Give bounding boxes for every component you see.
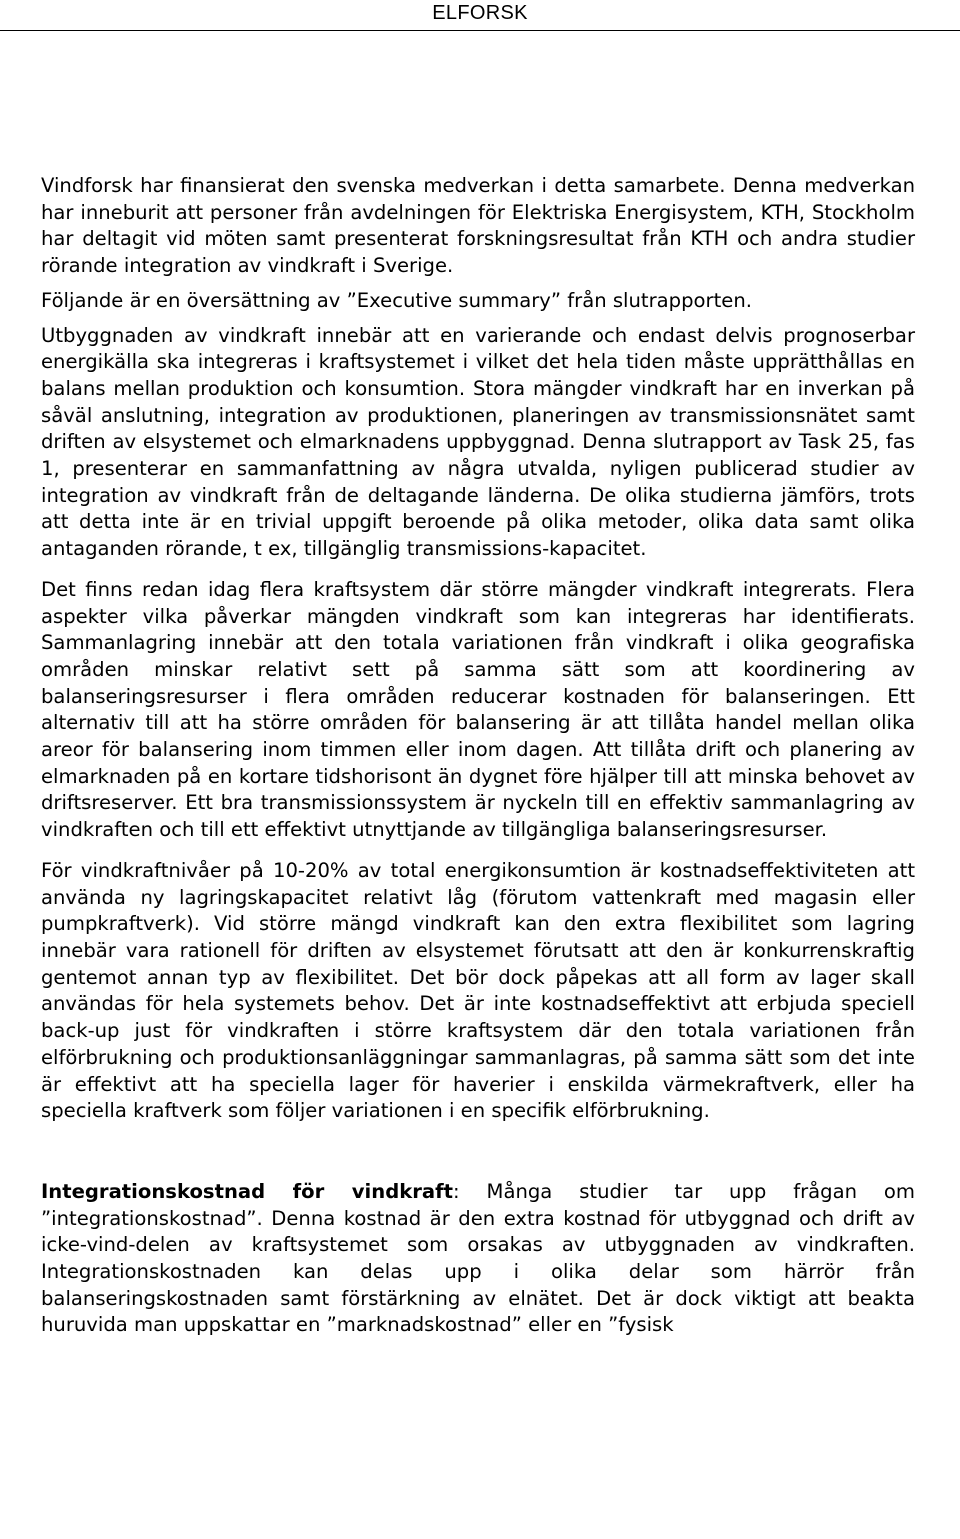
integrationskostnad-text: : Många studier tar upp frågan om ”integrationskostnad”. Denna kostnad är den extra kostnad för utbyggnad och drift av icke-vind-delen av kraftsystemet som orsakas av utbyggnaden av vindkraften. Integrationskostnaden kan delas upp i olika delar som härrör från balanseringskostnaden samt förstärkning av elnätet. Det är dock viktigt att beakta huruvida man uppskattar en ”marknadskostnad” eller en ”fysisk [41, 1179, 916, 1337]
paragraph-translation-note: Följande är en översättning av ”Executive summary” från slutrapporten. [41, 288, 752, 312]
paragraph-utbyggnaden: Utbyggnaden av vindkraft innebär att en varierande och endast delvis prognoserbar energikälla ska integreras i kraftsystemet i vilket det hela tiden måste upprätthållas en balans mellan produktion och konsumtion. Stora mängder vindkraft har en inverkan på såväl anslutning, integration av produktionen, planeringen av transmissionsnätet samt driften av elsystemet och elmarknadens uppbyggnad. Denna slutrapport av Task 25, fas 1, presenterar en sammanfattning av några utvalda, nyligen publicerad studier av integration av vindkraft från de deltagande länderna. De olika studierna jämförs, trots att detta inte är en trivial uppgift beroende på olika metoder, olika data samt olika antaganden rörande, t ex, tillgänglig transmissions-kapacitet. [41, 323, 915, 561]
paragraph-vindforsk: Vindforsk har finansierat den svenska medverkan i detta samarbete. Denna medverkan har inneburit att personer från avdelningen för Elektriska Energisystem, KTH, Stockholm har deltagit vid möten samt presenterat forskningsresultat från KTH och andra studier rörande integration av vindkraft i Sverige. [41, 174, 915, 278]
paragraph-lagring: För vindkraftnivåer på 10-20% av total energikonsumtion är kostnadseffektiviteten att använda ny lagringskapacitet relativt låg (förutom vattenkraft med magasin eller pumpkraftverk). Vid större mängd vindkraft kan den extra flexibilitet som lagring innebär vara rationell för driften av elsystemet förutsatt att den är konkurrenskraftig gentemot annan typ av flexibilitet. Det bör dock påpekas att all form av lager skall användas för hela systemets behov. Det är inte kostnadseffektivt att erbjuda speciell back-up just för vindkraften i större kraftsystem där den totala variationen från elförbrukning och produktionsanläggningar sammanlagras, på samma sätt som det inte är effektivt att ha speciella lager för haverier i enskilda värmekraftverk, eller ha speciella kraftverk som följer variationen i en specifik elförbrukning. [41, 858, 915, 1123]
integrationskostnad-heading: Integrationskostnad för vindkraft [41, 1179, 454, 1203]
paragraph-kraftsystem: Det finns redan idag flera kraftsystem där större mängder vindkraft integrerats. Flera aspekter vilka påverkar mängden vindkraft som kan integreras har identifierats. Sammanlagring innebär att den totala variationen från vindkraft i olika geografiska områden minskar relativt sett på samma sätt som att koordinering av balanseringsresurser i flera områden reducerar kostnaden för balanseringen. Ett alternativ till att ha större områden för balansering är att tillåta handel mellan olika areor för balansering inom timmen eller inom dagen. Att tillåta drift och planering av elmarknaden på en kortare tidshorisont än dygnet före hjälper till att minska behovet av driftsreserver. Ett bra transmissionssystem är nyckeln till en effektiv sammanlagring av vindkraften och till ett effektivt utnyttjande av tillgängliga balanseringsresurser. [41, 577, 915, 842]
header-title: ELFORSK [432, 2, 528, 24]
page-header [0, 0, 960, 31]
document-body [41, 173, 915, 1353]
paragraph-integrationskostnad [41, 1179, 915, 1339]
